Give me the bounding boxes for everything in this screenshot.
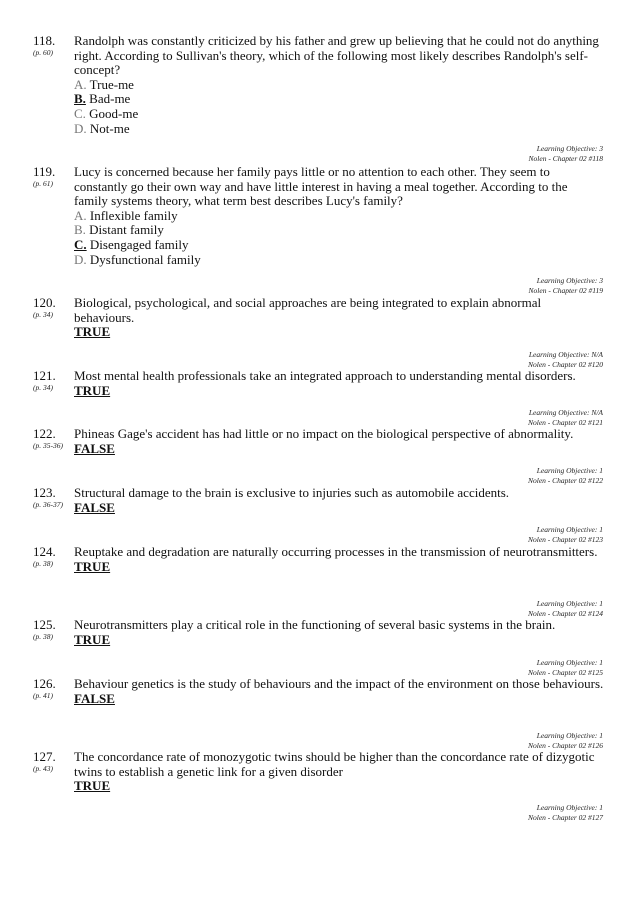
question-text: Structural damage to the brain is exclusive to injuries such as automobile accidents. xyxy=(74,485,510,500)
learning-objective: Learning Objective: 3 xyxy=(536,144,603,153)
option-letter: D. xyxy=(74,251,87,267)
question-metadata xyxy=(380,803,603,822)
question-metadata xyxy=(380,144,603,163)
option-a xyxy=(74,209,604,224)
question-number: 122. xyxy=(33,426,56,441)
answer: FALSE xyxy=(74,499,115,515)
question-number: 123. xyxy=(33,485,56,500)
question-metadata xyxy=(380,276,603,295)
question-number: 127. xyxy=(33,749,56,764)
question-text: Lucy is concerned because her family pays little or no attention to each other. They seem to constantly go their own way and have little interest in having a meal together. According to the family systems theory, what term best describes Lucy's family? xyxy=(74,164,568,209)
option-b xyxy=(74,92,604,107)
question-stem xyxy=(74,427,604,456)
correct-option-letter: C. xyxy=(74,236,87,252)
question-text: Biological, psychological, and social approaches are being integrated to explain abnormal behaviours. xyxy=(74,295,542,325)
question-stem xyxy=(74,165,604,267)
option-text: Not-me xyxy=(89,120,130,136)
question-number: 118. xyxy=(33,33,56,48)
question-stem xyxy=(74,369,604,398)
option-b xyxy=(74,223,604,238)
page-reference: (p. 60) xyxy=(33,48,53,57)
question-stem xyxy=(74,34,604,136)
question-metadata xyxy=(380,466,603,485)
option-text: Dysfunctional family xyxy=(89,251,201,267)
question-metadata xyxy=(380,525,603,544)
question-metadata xyxy=(380,599,603,618)
chapter-reference: Nolen - Chapter 02 #124 xyxy=(528,608,603,618)
correct-option-letter: B. xyxy=(74,91,86,107)
chapter-reference: Nolen - Chapter 02 #127 xyxy=(528,812,603,822)
option-text: True-me xyxy=(89,76,134,92)
option-letter: B. xyxy=(74,222,86,238)
page-reference: (p. 61) xyxy=(33,179,53,188)
question-number: 121. xyxy=(33,368,56,383)
question-number: 119. xyxy=(33,164,56,179)
option-list xyxy=(74,78,604,136)
chapter-reference: Nolen - Chapter 02 #125 xyxy=(528,667,603,677)
learning-objective: Learning Objective: 1 xyxy=(536,658,603,667)
answer: TRUE xyxy=(74,558,111,574)
chapter-reference: Nolen - Chapter 02 #118 xyxy=(528,153,603,163)
chapter-reference: Nolen - Chapter 02 #122 xyxy=(528,475,603,485)
question-metadata xyxy=(380,350,603,369)
answer: TRUE xyxy=(74,382,111,398)
answer: TRUE xyxy=(74,324,111,340)
question-stem xyxy=(74,618,604,647)
chapter-reference: Nolen - Chapter 02 #119 xyxy=(528,285,603,295)
page-reference: (p. 36-37) xyxy=(33,500,63,509)
question-stem xyxy=(74,750,604,794)
question-stem xyxy=(74,545,604,574)
question-text: Behaviour genetics is the study of behaviours and the impact of the environment on those behaviours. xyxy=(74,676,604,691)
question-text: The concordance rate of monozygotic twins should be higher than the concordance rate of dizygotic twins to establish a genetic link for a given disorder xyxy=(74,749,595,779)
question-text: Most mental health professionals take an integrated approach to understanding mental disorders. xyxy=(74,368,576,383)
question-stem xyxy=(74,677,604,706)
option-text: Distant family xyxy=(89,222,164,238)
answer: TRUE xyxy=(74,631,111,647)
option-c xyxy=(74,238,604,253)
question-metadata xyxy=(380,408,603,427)
chapter-reference: Nolen - Chapter 02 #121 xyxy=(528,417,603,427)
learning-objective: Learning Objective: 3 xyxy=(536,276,603,285)
option-d xyxy=(74,253,604,268)
question-number: 120. xyxy=(33,295,56,310)
option-c xyxy=(74,107,604,122)
answer: FALSE xyxy=(74,690,115,706)
option-a xyxy=(74,78,604,93)
learning-objective: Learning Objective: 1 xyxy=(536,803,603,812)
option-letter: D. xyxy=(74,120,87,136)
page-reference: (p. 34) xyxy=(33,310,53,319)
question-text: Reuptake and degradation are naturally occurring processes in the transmission of neurotransmitters. xyxy=(74,544,598,559)
question-text: Phineas Gage's accident has had little or no impact on the biological perspective of abnormality. xyxy=(74,426,574,441)
chapter-reference: Nolen - Chapter 02 #123 xyxy=(528,534,603,544)
option-text: Inflexible family xyxy=(89,207,178,223)
question-metadata xyxy=(380,731,603,750)
page-reference: (p. 41) xyxy=(33,691,53,700)
option-letter: A. xyxy=(74,76,87,92)
page-reference: (p. 34) xyxy=(33,383,53,392)
option-text: Disengaged family xyxy=(89,236,189,252)
question-stem xyxy=(74,486,604,515)
question-text: Randolph was constantly criticized by his father and grew up believing that he could not do anything right. According to Sullivan's theory, which of the following most likely describes Randolph's self-concept? xyxy=(74,33,599,78)
learning-objective: Learning Objective: 1 xyxy=(536,599,603,608)
option-text: Bad-me xyxy=(89,91,131,107)
question-number: 124. xyxy=(33,544,56,559)
question-stem xyxy=(74,296,604,340)
question-number: 126. xyxy=(33,676,56,691)
learning-objective: Learning Objective: 1 xyxy=(536,466,603,475)
option-list xyxy=(74,209,604,267)
question-text: Neurotransmitters play a critical role in the functioning of several basic systems in the brain. xyxy=(74,617,556,632)
option-letter: A. xyxy=(74,207,87,223)
learning-objective: Learning Objective: N/A xyxy=(528,350,603,359)
chapter-reference: Nolen - Chapter 02 #126 xyxy=(528,740,603,750)
chapter-reference: Nolen - Chapter 02 #120 xyxy=(528,359,603,369)
option-text: Good-me xyxy=(89,105,139,121)
learning-objective: Learning Objective: 1 xyxy=(536,731,603,740)
page-reference: (p. 38) xyxy=(33,632,53,641)
question-number: 125. xyxy=(33,617,56,632)
question-metadata xyxy=(380,658,603,677)
page-reference: (p. 38) xyxy=(33,559,53,568)
option-d xyxy=(74,122,604,137)
page-reference: (p. 43) xyxy=(33,764,53,773)
learning-objective: Learning Objective: N/A xyxy=(528,408,603,417)
option-letter: C. xyxy=(74,105,86,121)
learning-objective: Learning Objective: 1 xyxy=(536,525,603,534)
answer: FALSE xyxy=(74,440,115,456)
page-reference: (p. 35-36) xyxy=(33,441,63,450)
answer: TRUE xyxy=(74,778,111,794)
